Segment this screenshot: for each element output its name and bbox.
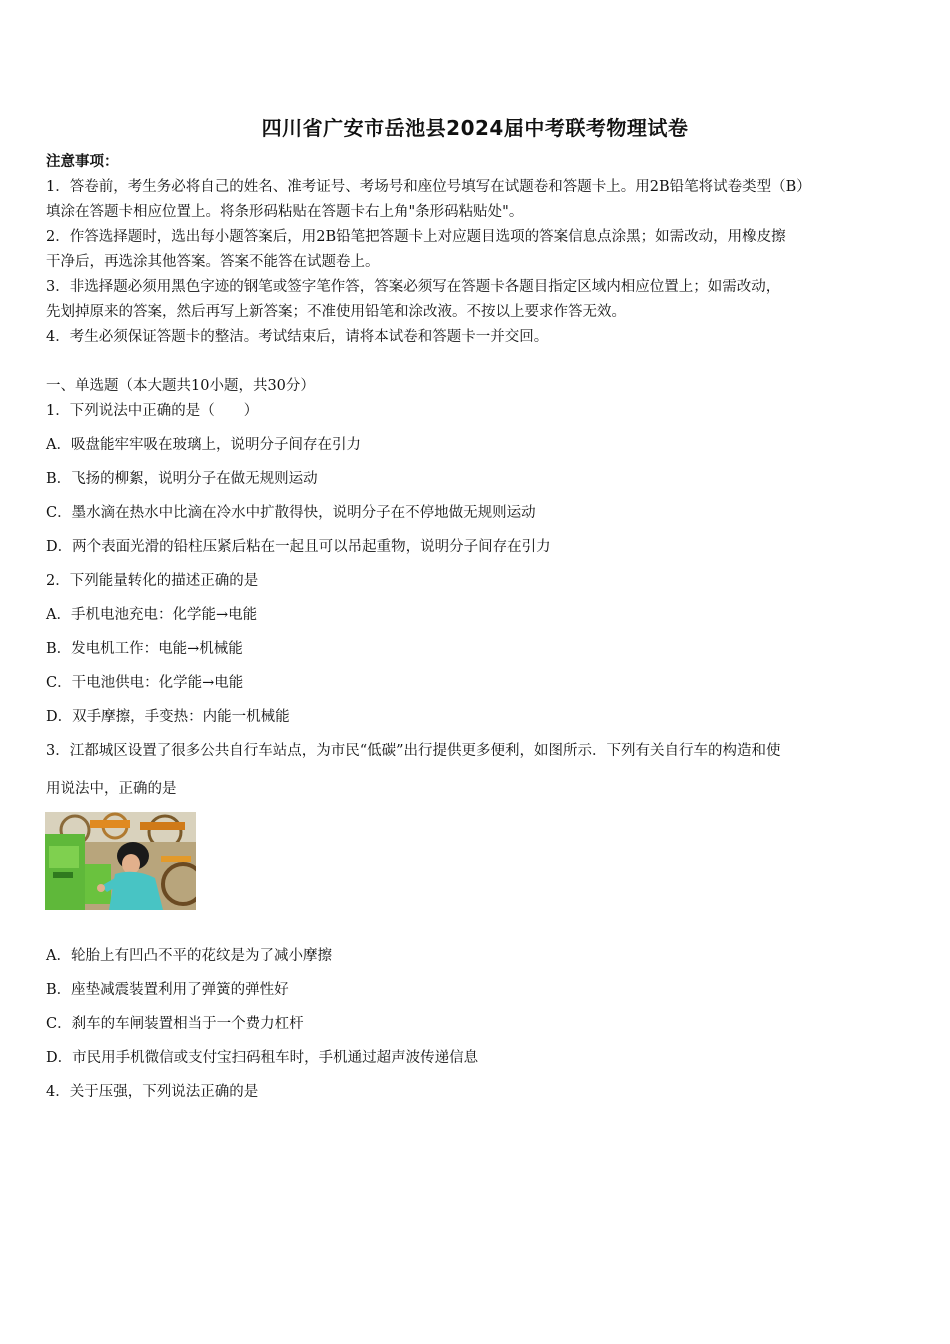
notice-line: 干净后，再选涂其他答案。答案不能答在试题卷上。 [46, 254, 380, 270]
question-4-stem: 4．关于压强，下列说法正确的是 [46, 1084, 259, 1100]
question-2-option-d: D．双手摩擦，手变热：内能一机械能 [46, 709, 290, 725]
question-3-option-d: D．市民用手机微信或支付宝扫码租车时，手机通过超声波传递信息 [46, 1050, 479, 1066]
question-2-option-a: A．手机电池充电：化学能→电能 [46, 607, 258, 623]
question-3-stem: 3．江都城区设置了很多公共自行车站点，为市民“低碳”出行提供更多便利，如图所示．下列有关自行车的构造和使 [46, 743, 781, 759]
question-2-option-c: C．干电池供电：化学能→电能 [46, 675, 244, 691]
question-1-option-b: B．飞扬的柳絮，说明分子在做无规则运动 [46, 471, 318, 487]
section-heading: 一、单选题（本大题共10小题，共30分） [46, 378, 315, 394]
notice-line: 3．非选择题必须用黑色字迹的钢笔或签字笔作答，答案必须写在答题卡各题目指定区域内相应位置上；如需改动， [46, 279, 781, 295]
notice-line: 2．作答选择题时，选出每小题答案后，用2B铅笔把答题卡上对应题目选项的答案信息点涂黑；如需改动，用橡皮擦 [46, 229, 786, 245]
question-2-option-b: B．发电机工作：电能→机械能 [46, 641, 243, 657]
question-1-option-a: A．吸盘能牢牢吸在玻璃上，说明分子间存在引力 [46, 437, 361, 453]
question-1-stem: 1．下列说法中正确的是（ ） [46, 403, 259, 419]
question-2-stem: 2．下列能量转化的描述正确的是 [46, 573, 259, 589]
question-3-option-b: B．座垫减震装置利用了弹簧的弹性好 [46, 982, 289, 998]
notice-line: 4．考生必须保证答题卡的整洁。考试结束后，请将本试卷和答题卡一并交回。 [46, 329, 549, 345]
question-3-stem-continued: 用说法中，正确的是 [46, 781, 177, 797]
page-title: 四川省广安市岳池县2024届中考联考物理试卷 [261, 116, 689, 140]
question-1-option-c: C．墨水滴在热水中比滴在冷水中扩散得快，说明分子在不停地做无规则运动 [46, 505, 536, 521]
notice-heading: 注意事项： [46, 153, 119, 170]
bicycle-station-photo [45, 812, 196, 910]
notice-line: 填涂在答题卡相应位置上。将条形码粘贴在答题卡右上角"条形码粘贴处"。 [46, 204, 524, 220]
notice-line: 先划掉原来的答案，然后再写上新答案；不准使用铅笔和涂改液。不按以上要求作答无效。 [46, 304, 626, 320]
notice-line: 1．答卷前，考生务必将自己的姓名、准考证号、考场号和座位号填写在试题卷和答题卡上。用2B铅笔将试卷类型（B） [46, 179, 811, 195]
question-1-option-d: D．两个表面光滑的铅柱压紧后粘在一起且可以吊起重物，说明分子间存在引力 [46, 539, 551, 555]
question-3-option-a: A．轮胎上有凹凸不平的花纹是为了减小摩擦 [46, 948, 332, 964]
question-3-option-c: C．刹车的车闸装置相当于一个费力杠杆 [46, 1016, 304, 1032]
